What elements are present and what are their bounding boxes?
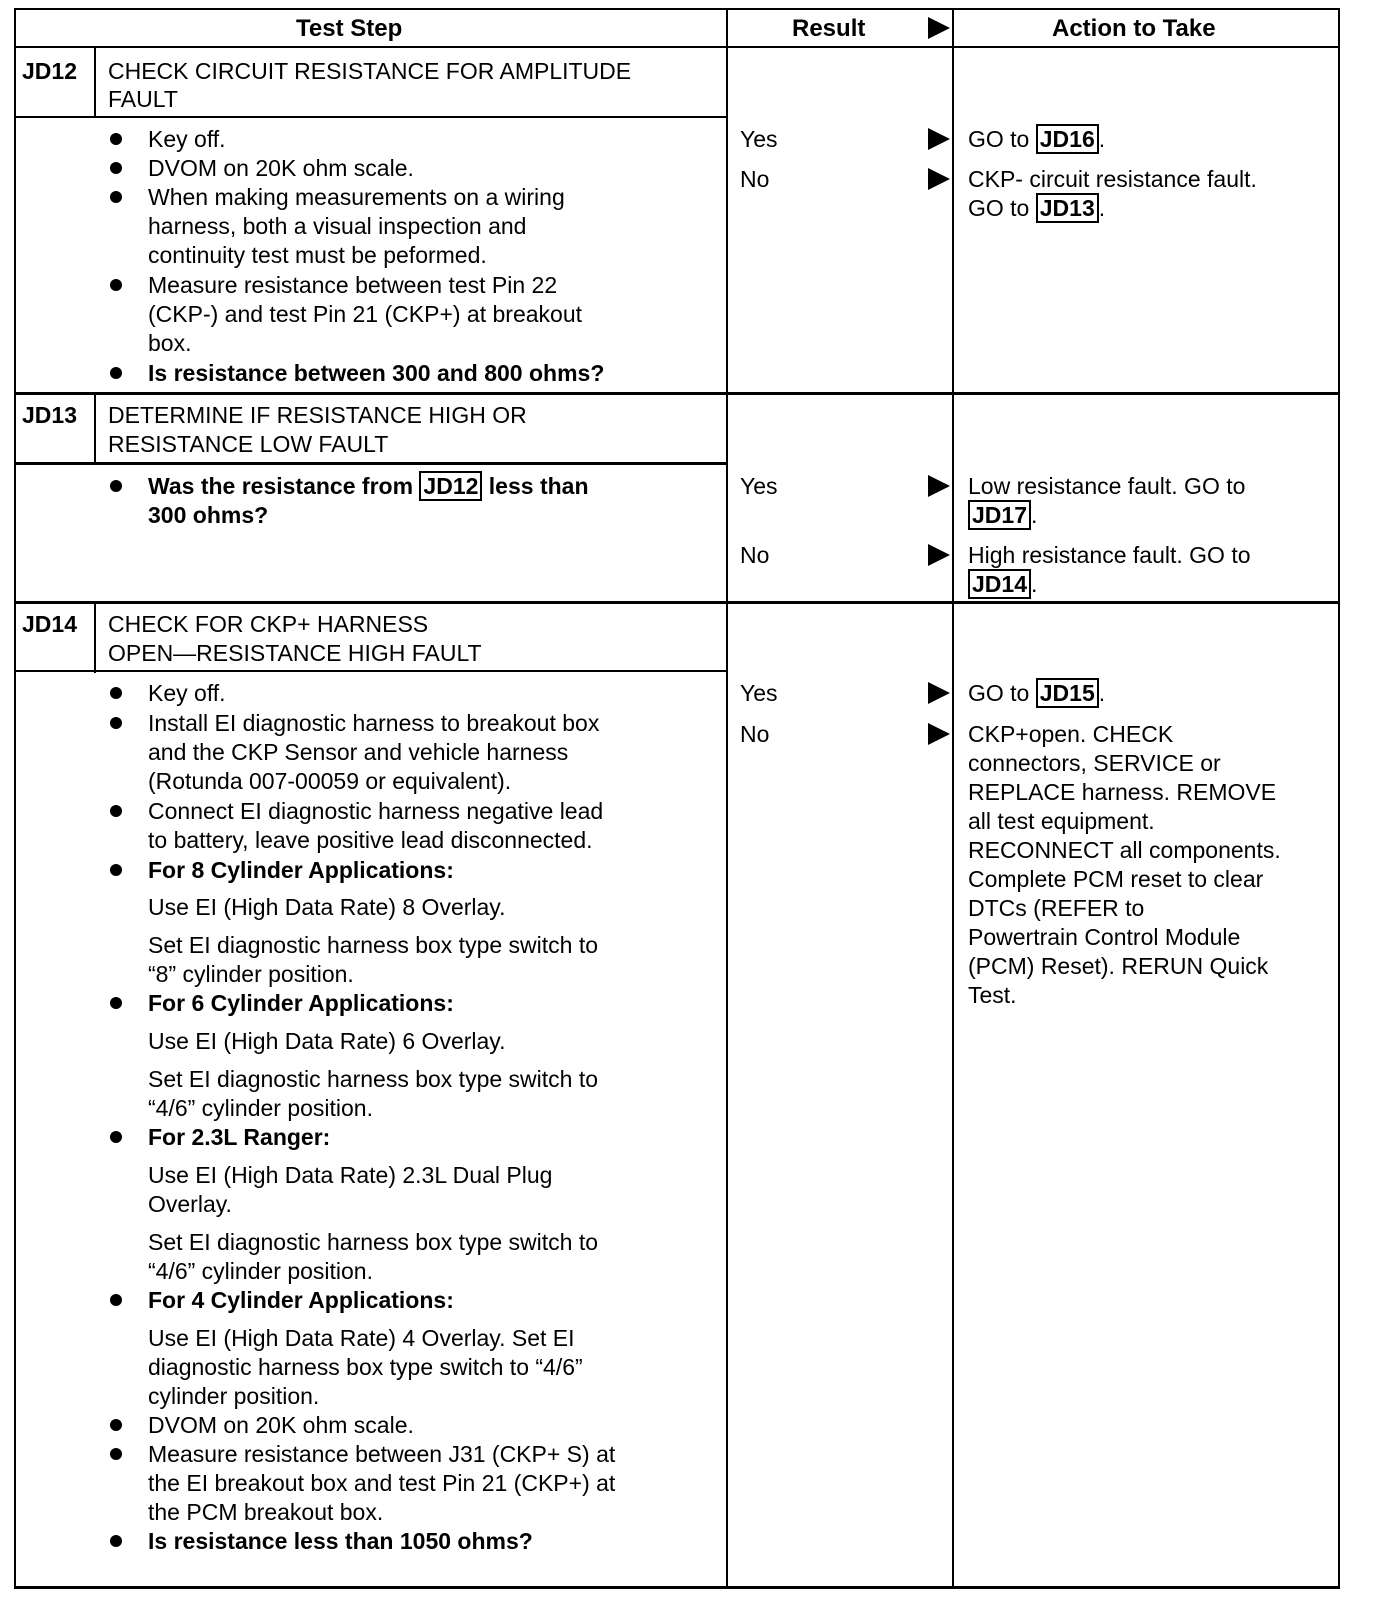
jd13-action-yes-line2: JD17 . xyxy=(968,500,1037,530)
bullet-icon xyxy=(110,1131,122,1143)
row-divider-jd14 xyxy=(14,601,1340,604)
header-arrow-icon xyxy=(928,17,950,39)
step-title-jd13-line2: RESISTANCE LOW FAULT xyxy=(108,431,389,457)
jd14-line-14: “4/6” cylinder position. xyxy=(148,1095,373,1121)
jd12-action-no-text: GO to xyxy=(968,195,1030,221)
bullet-icon xyxy=(110,864,122,876)
row-divider-jd13 xyxy=(14,392,1340,395)
table-border-left xyxy=(14,8,16,1588)
table-border-bottom xyxy=(14,1586,1340,1589)
bullet-icon xyxy=(110,480,122,492)
bullet-icon xyxy=(110,1294,122,1306)
result-arrow-icon xyxy=(928,475,950,497)
step-id-jd14: JD14 xyxy=(22,611,77,637)
column-divider-result xyxy=(726,8,728,1588)
jd14-result-yes: Yes xyxy=(740,680,778,706)
jd14-action-no-4: all test equipment. xyxy=(968,808,1155,834)
jd14-action-no-7: DTCs (REFER to xyxy=(968,895,1145,921)
jd12-no-ref-link[interactable]: JD13 xyxy=(1036,193,1099,223)
jd14-yes-ref-link[interactable]: JD15 xyxy=(1036,678,1099,708)
jd14-line-05: Connect EI diagnostic harness negative lead xyxy=(148,798,604,824)
jd14-question: Is resistance less than 1050 ohms? xyxy=(148,1528,533,1554)
jd12-result-no: No xyxy=(740,166,770,192)
bullet-icon xyxy=(110,717,122,729)
jd13-result-no: No xyxy=(740,542,770,568)
bullet-icon xyxy=(110,191,122,203)
jd14-line-12: Use EI (High Data Rate) 6 Overlay. xyxy=(148,1028,506,1054)
jd12-step-3-line2: harness, both a visual inspection and xyxy=(148,213,527,239)
id-divider-jd13 xyxy=(94,392,96,464)
jd14-action-yes-text: GO to xyxy=(968,680,1030,706)
jd14-line-08: Use EI (High Data Rate) 8 Overlay. xyxy=(148,894,506,920)
jd14-action-no-2: connectors, SERVICE or xyxy=(968,750,1221,776)
step-id-jd13: JD13 xyxy=(22,402,77,428)
header-action: Action to Take xyxy=(1052,15,1216,42)
header-test-step: Test Step xyxy=(296,15,403,42)
jd14-line-11: For 6 Cylinder Applications: xyxy=(148,990,454,1016)
jd14-action-no-9: (PCM) Reset). RERUN Quick xyxy=(968,953,1269,979)
step-title-jd14-line1: CHECK FOR CKP+ HARNESS xyxy=(108,611,429,637)
jd14-result-no: No xyxy=(740,721,770,747)
jd14-line-20: For 4 Cylinder Applications: xyxy=(148,1287,454,1313)
jd14-line-09: Set EI diagnostic harness box type switch to xyxy=(148,932,599,958)
jd12-step-3-line3: continuity test must be peformed. xyxy=(148,242,487,268)
jd14-line-16: Use EI (High Data Rate) 2.3L Dual Plug xyxy=(148,1162,553,1188)
jd14-line-23: cylinder position. xyxy=(148,1383,320,1409)
jd12-action-yes: GO to JD16 . xyxy=(968,126,1106,152)
header-result: Result xyxy=(792,15,866,42)
bullet-icon xyxy=(110,162,122,174)
table-border-right xyxy=(1338,8,1340,1588)
result-arrow-icon xyxy=(928,682,950,704)
jd12-action-no-line1: CKP- circuit resistance fault. xyxy=(968,166,1257,192)
jd12-question: Is resistance between 300 and 800 ohms? xyxy=(148,360,605,386)
jd14-action-no-6: Complete PCM reset to clear xyxy=(968,866,1264,892)
result-arrow-icon xyxy=(928,723,950,745)
jd13-question-line2: 300 ohms? xyxy=(148,502,269,528)
title-underline-jd14 xyxy=(14,670,728,672)
jd13-question-text-a: Was the resistance from xyxy=(148,473,414,499)
jd14-line-15: For 2.3L Ranger: xyxy=(148,1124,331,1150)
table-border-top xyxy=(14,8,1340,10)
result-arrow-icon xyxy=(928,544,950,566)
jd14-action-no-8: Powertrain Control Module xyxy=(968,924,1241,950)
jd13-action-no-line1: High resistance fault. GO to xyxy=(968,542,1251,568)
jd14-line-06: to battery, leave positive lead disconnected. xyxy=(148,827,593,853)
step-title-jd13-line1: DETERMINE IF RESISTANCE HIGH OR xyxy=(108,402,527,428)
jd14-line-02: Install EI diagnostic harness to breakout box xyxy=(148,710,600,736)
header-divider xyxy=(14,46,1340,48)
step-title-jd12-line2: FAULT xyxy=(108,86,178,112)
bullet-icon xyxy=(110,805,122,817)
title-underline-jd12 xyxy=(14,116,728,118)
jd14-line-01: Key off. xyxy=(148,680,226,706)
jd12-step-2: DVOM on 20K ohm scale. xyxy=(148,155,414,181)
jd12-action-yes-text: GO to xyxy=(968,126,1030,152)
jd12-step-3-line1: When making measurements on a wiring xyxy=(148,184,565,210)
result-arrow-icon xyxy=(928,168,950,190)
jd12-step-4-line1: Measure resistance between test Pin 22 xyxy=(148,272,558,298)
bullet-icon xyxy=(110,997,122,1009)
jd14-line-21: Use EI (High Data Rate) 4 Overlay. Set EI xyxy=(148,1325,575,1351)
column-divider-action xyxy=(952,8,954,1588)
jd12-yes-ref-link[interactable]: JD16 xyxy=(1036,124,1099,154)
jd13-result-yes: Yes xyxy=(740,473,778,499)
jd14-line-19: “4/6” cylinder position. xyxy=(148,1258,373,1284)
jd14-action-no-5: RECONNECT all components. xyxy=(968,837,1281,863)
jd12-step-4-line3: box. xyxy=(148,330,192,356)
jd14-line-13: Set EI diagnostic harness box type switch to xyxy=(148,1066,599,1092)
jd14-line-04: (Rotunda 007-00059 or equivalent). xyxy=(148,768,512,794)
jd12-action-no-line2: GO to JD13 . xyxy=(968,195,1106,221)
result-arrow-icon xyxy=(928,128,950,150)
jd12-result-yes: Yes xyxy=(740,126,778,152)
jd12-step-1: Key off. xyxy=(148,126,226,152)
jd14-line-22: diagnostic harness box type switch to “4/6” xyxy=(148,1354,583,1380)
id-divider-jd12 xyxy=(94,46,96,118)
jd14-line-17: Overlay. xyxy=(148,1191,232,1217)
jd13-yes-ref-link[interactable]: JD17 xyxy=(968,500,1031,530)
jd13-action-yes-line1: Low resistance fault. GO to xyxy=(968,473,1246,499)
id-divider-jd14 xyxy=(94,601,96,673)
step-id-jd12: JD12 xyxy=(22,58,77,84)
jd14-line-27: the PCM breakout box. xyxy=(148,1499,384,1525)
bullet-icon xyxy=(110,1419,122,1431)
bullet-icon xyxy=(110,1448,122,1460)
jd13-question-ref-link[interactable]: JD12 xyxy=(419,471,482,501)
bullet-icon xyxy=(110,1535,122,1547)
bullet-icon xyxy=(110,687,122,699)
jd14-line-24: DVOM on 20K ohm scale. xyxy=(148,1412,414,1438)
jd14-action-yes: GO to JD15 . xyxy=(968,680,1106,706)
step-title-jd12-line1: CHECK CIRCUIT RESISTANCE FOR AMPLITUDE xyxy=(108,58,632,84)
title-underline-jd13 xyxy=(14,462,728,465)
jd14-action-no-3: REPLACE harness. REMOVE xyxy=(968,779,1277,805)
jd14-line-07: For 8 Cylinder Applications: xyxy=(148,857,454,883)
bullet-icon xyxy=(110,279,122,291)
jd14-line-10: “8” cylinder position. xyxy=(148,961,354,987)
jd14-line-18: Set EI diagnostic harness box type switch to xyxy=(148,1229,599,1255)
jd14-line-26: the EI breakout box and test Pin 21 (CKP+) at xyxy=(148,1470,616,1496)
bullet-icon xyxy=(110,367,122,379)
step-title-jd14-line2: OPEN—RESISTANCE HIGH FAULT xyxy=(108,640,482,666)
bullet-icon xyxy=(110,133,122,145)
jd14-line-03: and the CKP Sensor and vehicle harness xyxy=(148,739,569,765)
jd14-action-no-1: CKP+open. CHECK xyxy=(968,721,1174,747)
jd14-action-no-10: Test. xyxy=(968,982,1017,1008)
jd13-action-no-line2: JD14 . xyxy=(968,569,1037,599)
jd13-no-ref-link[interactable]: JD14 xyxy=(968,569,1031,599)
jd12-step-4-line2: (CKP-) and test Pin 21 (CKP+) at breakout xyxy=(148,301,583,327)
jd13-question-line1 xyxy=(148,471,589,501)
jd14-line-25: Measure resistance between J31 (CKP+ S) at xyxy=(148,1441,616,1467)
jd13-question-text-b: less than xyxy=(488,473,589,499)
